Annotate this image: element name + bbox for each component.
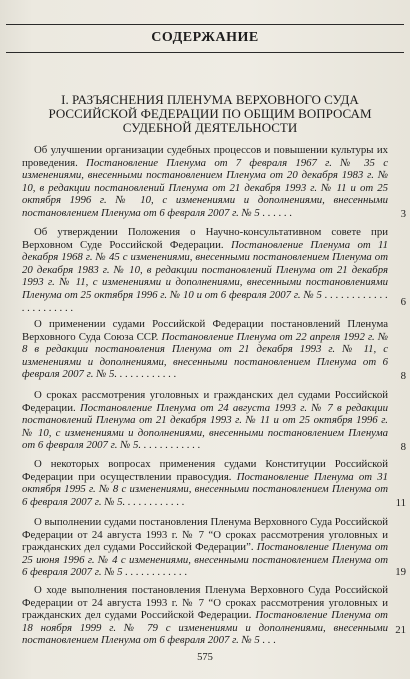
folio-page-number: 575 [197, 652, 213, 663]
page-number: 8 [400, 441, 406, 453]
toc-entry [22, 516, 388, 579]
page-number: 11 [395, 497, 406, 509]
toc-entry [22, 144, 388, 220]
toc-entry [22, 458, 388, 508]
entry-details: Постановление Пленума от 25 июня 1996 г. № 4 с изменениями, внесенными постановлением Пленума от 6 февраля 2007 г. № 5 . . . . . . . . . . . . [22, 541, 389, 579]
page-number: 21 [395, 624, 406, 636]
entry-title: О ходе выполнения постановления Пленума Верховного Суда Российской Федерации от 24 августа 1993 г. № 7 “О сроках рассмотрения уголовных и гражданских дел судами Российской Федерации. [22, 584, 388, 622]
toc-entry [22, 226, 388, 314]
entry-title: О сроках рассмотрения уголовных и гражданских дел судами Российской Федерации. [22, 389, 388, 414]
entry-title: О выполнении судами постановления Пленума Верховного Суда Российской Федерации от 24 августа 1993 г. № 7 “О сроках рассмотрения уголовных и гражданских дел судами Российской Федерации”. [22, 516, 388, 554]
page-number: 6 [400, 296, 406, 308]
header-rule-bottom [6, 52, 404, 53]
page-title: СОДЕРЖАНИЕ [151, 30, 259, 45]
page-number: 3 [400, 208, 406, 220]
entry-details: Постановление Пленума от 18 ноября 1999 г. № 79 с изменениями и дополнениями, внесенными постановлением Пленума от 6 февраля 2007 г. № 5 . . . [22, 609, 388, 647]
entry-title: О применении судами Российской Федерации постановлений Пленума Верховного Суда Союза ССР. [22, 318, 388, 343]
entry-details: Постановление Пленума от 31 октября 1995 г. № 8 с изменениями, внесенными постановлением Пленума от 6 февраля 2007 г. № 5. . . . . . . . . . . . [22, 470, 389, 508]
page-number: 8 [400, 370, 406, 382]
entry-title: О некоторых вопросах применения судами Конституции Российской Федерации при осуществлении правосудия. [22, 458, 388, 483]
section-title: I. РАЗЪЯСНЕНИЯ ПЛЕНУМА ВЕРХОВНОГО СУДА РОССИЙСКОЙ ФЕДЕРАЦИИ ПО ОБЩИМ ВОПРОСАМ СУДЕБНОЙ ДЕЯТЕЛЬНОСТИ [48, 92, 372, 135]
entry-title: Об утверждении Положения о Научно-консультативном совете при Верховном Суде Российской Федерации. [22, 226, 388, 251]
toc-entry [22, 318, 388, 381]
header-rule-top [6, 24, 404, 25]
toc-entry [22, 584, 388, 647]
toc-entry [22, 389, 388, 452]
entry-details: Постановление Пленума от 24 августа 1993 г. № 7 в редакции постановлений Пленума от 21 декабря 1993 г. № 11 и от 25 октября 1996 г. № 10, с изменениями и дополнениями, внесенными постановлением Пленума от 6 февраля 2007 г. № 5. . . . . . . . . . . . [22, 401, 388, 452]
entry-details: Постановление Пленума от 22 апреля 1992 г. № 8 в редакции постановления Пленума от 21 декабря 1993 г. № 11, с изменениями и дополнениями, внесенными постановлением Пленума от 6 февраля 2007 г. № 5. . . . . . . . . . . . [22, 330, 389, 381]
entry-title: Об улучшении организации судебных процессов и повышении культуры их проведения. [22, 144, 388, 169]
entry-details: Постановление Пленума от 11 декабря 1968 г. № 45 с изменениями, внесенными постановлением Пленума от 20 декабря 1983 г. № 10, в редакции постановлений Пленума от 21 декабря 1993 г. № 11, с изменениями и дополнениями, внесенными постановлениями Пленума от 25 октября 1996 г. № 10 и от 6 февраля 2007 г. № 5 . . . . . . . . . . . . . . . . . . . . . . [22, 238, 388, 314]
page-number: 19 [395, 566, 406, 578]
entry-details: Постановление Пленума от 7 февраля 1967 г. № 35 с изменениями, внесенными постановлением Пленума от 20 декабря 1983 г. № 10, в редакции постановлений Пленума от 21 декабря 1993 г. № 11 и от 25 октября 1996 г. № 10, с изменениями и дополнениями, внесенными постановлением Пленума от 6 февраля 2007 г. № 5 . . . . . . [22, 156, 388, 219]
